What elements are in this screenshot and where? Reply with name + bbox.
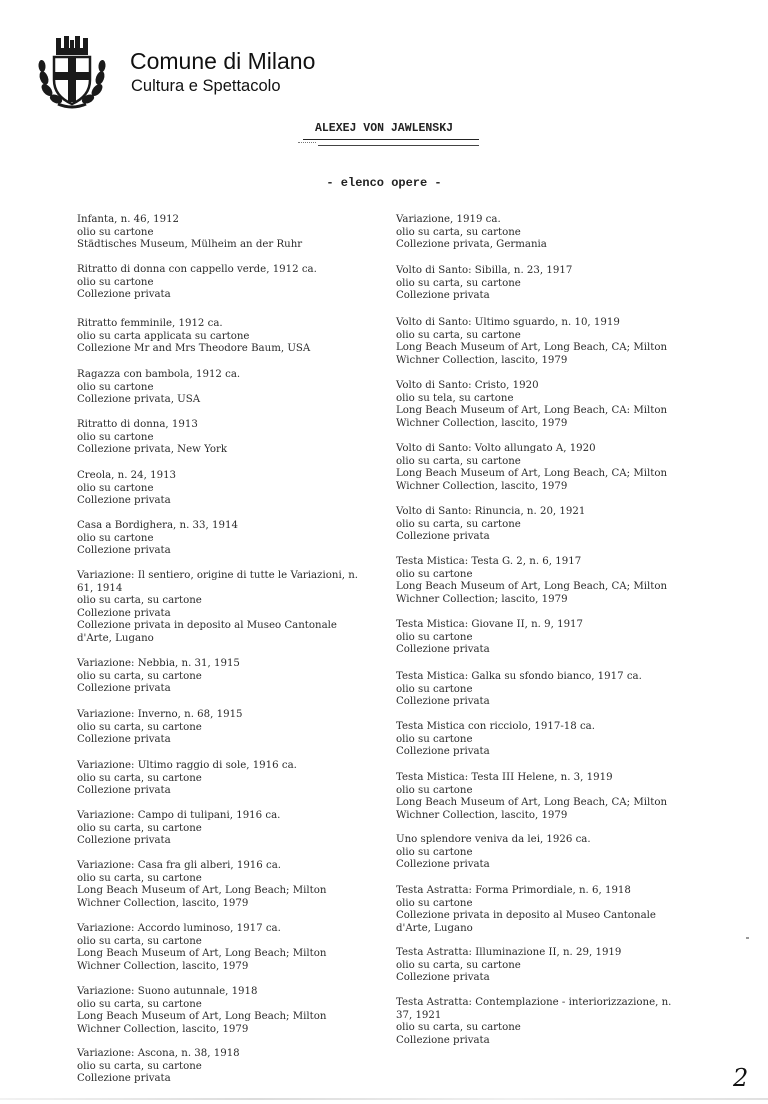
work-detail: Collezione privata: [396, 531, 490, 543]
list-item: [396, 721, 688, 759]
work-detail: Collezione privata: [77, 289, 171, 301]
work-title: Infanta, n. 46, 1912: [77, 214, 180, 225]
work-title: Volto di Santo: Ultimo sguardo, n. 10, 1919: [396, 317, 620, 328]
list-item: [396, 772, 688, 822]
work-detail: Collezione privata: [396, 1034, 490, 1046]
document-subtitle: - elenco opere -: [326, 176, 442, 190]
org-name: Comune di Milano: [130, 48, 316, 74]
work-detail: olio su cartone: [396, 568, 473, 580]
org-department: Cultura e Spettacolo: [131, 77, 281, 95]
work-detail: d'Arte, Lugano: [77, 632, 154, 644]
work-detail: Collezione Mr and Mrs Theodore Baum, USA: [77, 343, 311, 355]
work-detail: Collezione privata in deposito al Museo Cantonale: [396, 910, 656, 922]
work-detail: Städtisches Museum, Mülheim an der Ruhr: [77, 239, 303, 251]
work-detail: olio su carta, su cartone: [77, 822, 202, 834]
list-item: [77, 470, 372, 508]
work-detail: Wichner Collection; lascito, 1979: [396, 593, 568, 605]
work-title: Uno splendore veniva da lei, 1926 ca.: [396, 834, 591, 845]
work-detail: 37, 1921: [396, 1009, 442, 1021]
work-title: Testa Astratta: Illuminazione II, n. 29, 1919: [396, 947, 622, 958]
list-item: [396, 265, 688, 303]
list-item: [396, 834, 688, 872]
work-detail: Collezione privata: [396, 859, 490, 871]
list-item: [396, 619, 688, 657]
work-detail: d'Arte, Lugano: [396, 922, 473, 934]
work-detail: olio su cartone: [396, 784, 473, 796]
work-title: Variazione: Casa fra gli alberi, 1916 ca.: [77, 860, 282, 871]
work-detail: Long Beach Museum of Art, Long Beach, CA; Milton: [396, 581, 668, 593]
work-detail: olio su carta, su cartone: [77, 872, 202, 884]
list-item: [77, 214, 372, 252]
work-title: Volto di Santo: Sibilla, n. 23, 1917: [396, 265, 573, 276]
work-title: Volto di Santo: Rinuncia, n. 20, 1921: [396, 506, 586, 517]
work-title: Ragazza con bambola, 1912 ca.: [77, 369, 241, 380]
work-detail: olio su cartone: [396, 897, 473, 909]
list-item: [77, 658, 372, 696]
work-detail: olio su cartone: [77, 381, 154, 393]
list-item: [77, 419, 372, 457]
list-item: [77, 318, 372, 356]
work-title: Volto di Santo: Volto allungato A, 1920: [396, 443, 596, 454]
title-underline-second: [318, 145, 479, 146]
work-detail: Collezione privata: [396, 290, 490, 302]
list-item: [396, 380, 688, 430]
list-item: [396, 556, 688, 606]
work-detail: Wichner Collection, lascito, 1979: [396, 480, 568, 492]
work-detail: Collezione privata: [77, 607, 171, 619]
work-detail: olio su cartone: [396, 846, 473, 858]
work-detail: olio su carta, su cartone: [396, 329, 521, 341]
work-detail: Collezione privata, USA: [77, 394, 201, 406]
scan-speck: [746, 937, 749, 939]
list-item: [77, 264, 372, 302]
list-item: [77, 760, 372, 798]
work-title: Testa Astratta: Contemplazione - interiorizzazione, n.: [396, 997, 672, 1008]
work-title: Volto di Santo: Cristo, 1920: [396, 380, 539, 391]
work-detail: Collezione privata: [77, 683, 171, 695]
work-detail: olio su cartone: [396, 631, 473, 643]
page-number: 2: [733, 1064, 749, 1092]
work-title: Creola, n. 24, 1913: [77, 470, 177, 481]
work-detail: olio su carta, su cartone: [77, 772, 202, 784]
work-title: Variazione: Nebbia, n. 31, 1915: [77, 658, 240, 669]
list-item: [77, 810, 372, 848]
work-detail: olio su cartone: [77, 532, 154, 544]
work-detail: olio su carta, su cartone: [396, 277, 521, 289]
list-item: [396, 506, 688, 544]
work-detail: olio su cartone: [77, 431, 154, 443]
work-detail: Collezione privata: [396, 644, 490, 656]
work-detail: olio su carta, su cartone: [77, 1060, 202, 1072]
work-detail: olio su carta, su cartone: [396, 226, 521, 238]
work-detail: olio su cartone: [396, 683, 473, 695]
work-detail: Long Beach Museum of Art, Long Beach; Milton: [77, 885, 327, 897]
work-detail: olio su carta, su cartone: [396, 518, 521, 530]
work-title: Variazione: Ultimo raggio di sole, 1916 ca.: [77, 760, 297, 771]
list-item: [77, 570, 372, 646]
work-detail: Collezione privata: [396, 746, 490, 758]
work-detail: Long Beach Museum of Art, Long Beach; Milton: [77, 1011, 327, 1023]
work-detail: olio su carta, su cartone: [396, 455, 521, 467]
work-detail: Collezione privata, Germania: [396, 239, 547, 251]
list-item: [77, 520, 372, 558]
scan-edge: [0, 1098, 768, 1100]
work-detail: Wichner Collection, lascito, 1979: [77, 1023, 249, 1035]
work-detail: Long Beach Museum of Art, Long Beach, CA; Milton: [396, 342, 668, 354]
list-item: [77, 860, 372, 910]
list-item: [77, 369, 372, 407]
milan-coat-of-arms-icon: [34, 34, 110, 110]
work-detail: olio su carta, su cartone: [77, 595, 202, 607]
list-item: [77, 986, 372, 1036]
list-item: [396, 443, 688, 493]
work-detail: Wichner Collection, lascito, 1979: [396, 809, 568, 821]
work-detail: Wichner Collection, lascito, 1979: [77, 960, 249, 972]
work-detail: olio su cartone: [77, 226, 154, 238]
work-detail: Collezione privata: [77, 1073, 171, 1085]
work-detail: Collezione privata: [396, 972, 490, 984]
work-title: Testa Mistica con ricciolo, 1917-18 ca.: [396, 721, 595, 732]
work-title: Testa Mistica: Giovane II, n. 9, 1917: [396, 619, 584, 630]
work-title: Variazione: Inverno, n. 68, 1915: [77, 709, 243, 720]
list-item: [396, 317, 688, 367]
work-detail: Collezione privata: [77, 545, 171, 557]
work-detail: Long Beach Museum of Art, Long Beach, CA; Milton: [396, 468, 668, 480]
work-detail: olio su cartone: [396, 733, 473, 745]
work-title: Ritratto di donna con cappello verde, 1912 ca.: [77, 264, 317, 275]
list-item: [396, 997, 688, 1047]
work-title: Variazione: Ascona, n. 38, 1918: [77, 1048, 240, 1059]
list-item: [77, 923, 372, 973]
title-underline: [303, 139, 479, 140]
work-detail: Long Beach Museum of Art, Long Beach; Milton: [77, 948, 327, 960]
work-title: Casa a Bordighera, n. 33, 1914: [77, 520, 238, 531]
work-detail: Wichner Collection, lascito, 1979: [396, 354, 568, 366]
work-title: Ritratto femminile, 1912 ca.: [77, 318, 223, 329]
work-detail: Wichner Collection, lascito, 1979: [396, 417, 568, 429]
work-detail: olio su cartone: [77, 482, 154, 494]
work-detail: Collezione privata: [77, 785, 171, 797]
work-detail: olio su carta, su cartone: [396, 1022, 521, 1034]
work-title: Variazione: Suono autunnale, 1918: [77, 986, 258, 997]
work-detail: Collezione privata: [77, 734, 171, 746]
work-detail: Collezione privata: [396, 696, 490, 708]
work-title: Testa Mistica: Testa III Helene, n. 3, 1919: [396, 772, 613, 783]
work-title: Testa Mistica: Testa G. 2, n. 6, 1917: [396, 556, 582, 567]
work-detail: Collezione privata in deposito al Museo Cantonale: [77, 620, 337, 632]
work-detail: olio su carta, su cartone: [77, 670, 202, 682]
list-item: [396, 947, 688, 985]
work-title: Testa Astratta: Forma Primordiale, n. 6, 1918: [396, 885, 631, 896]
work-title: Variazione: Accordo luminoso, 1917 ca.: [77, 923, 281, 934]
work-detail: Wichner Collection, lascito, 1979: [77, 897, 249, 909]
work-detail: Collezione privata: [77, 495, 171, 507]
work-title: Variazione: Campo di tulipani, 1916 ca.: [77, 810, 281, 821]
work-detail: olio su carta, su cartone: [77, 721, 202, 733]
work-title: Variazione, 1919 ca.: [396, 214, 501, 225]
work-detail: 61, 1914: [77, 582, 123, 594]
list-item: [396, 671, 688, 709]
work-detail: olio su tela, su cartone: [396, 392, 514, 404]
document-title: ALEXEJ VON JAWLENSKJ: [314, 122, 454, 135]
work-title: Variazione: Il sentiero, origine di tutte le Variazioni, n.: [77, 570, 358, 581]
list-item: [396, 885, 688, 935]
list-item: [77, 1048, 372, 1086]
work-detail: Collezione privata: [77, 835, 171, 847]
work-title: Ritratto di donna, 1913: [77, 419, 198, 430]
work-detail: olio su carta, su cartone: [77, 998, 202, 1010]
work-detail: Long Beach Museum of Art, Long Beach, CA: Milton: [396, 405, 668, 417]
work-title: Testa Mistica: Galka su sfondo bianco, 1917 ca.: [396, 671, 642, 682]
work-detail: olio su carta, su cartone: [77, 935, 202, 947]
work-detail: olio su cartone: [77, 276, 154, 288]
list-item: [396, 214, 688, 252]
list-item: [77, 709, 372, 747]
work-detail: olio su carta, su cartone: [396, 959, 521, 971]
work-detail: Long Beach Museum of Art, Long Beach, CA; Milton: [396, 797, 668, 809]
work-detail: Collezione privata, New York: [77, 444, 228, 456]
title-underline-dots: [298, 142, 316, 144]
work-detail: olio su carta applicata su cartone: [77, 330, 250, 342]
